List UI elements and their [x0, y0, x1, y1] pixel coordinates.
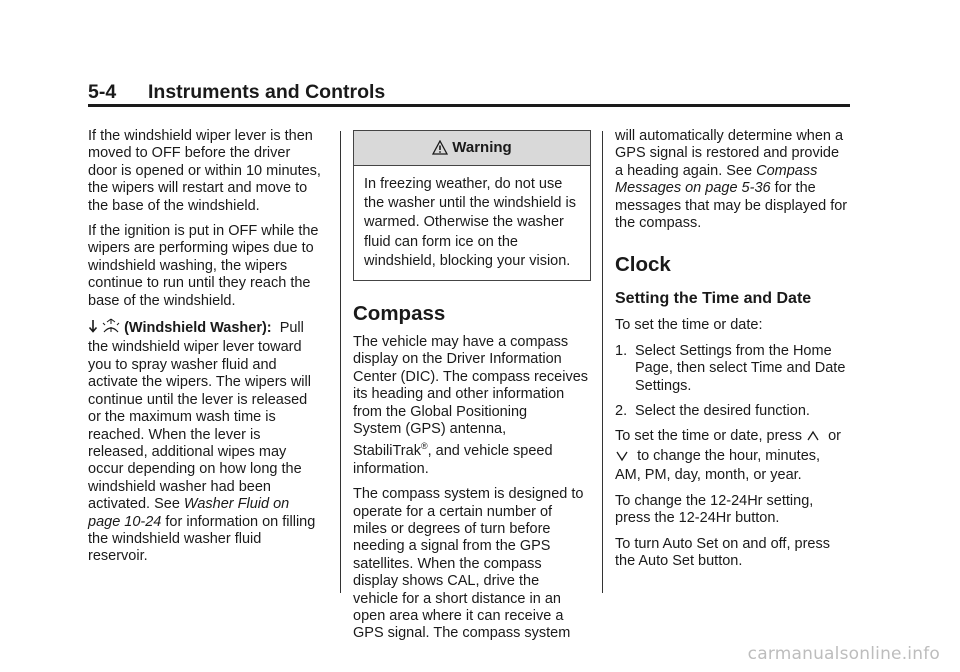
- watermark: carmanualsonline.info: [747, 644, 940, 664]
- text-line: To change the 12-24Hr setting,: [615, 492, 814, 509]
- text-run: or: [828, 428, 841, 445]
- text-line: warmed. Otherwise the washer: [364, 214, 564, 231]
- text-line: satellites. When the compass: [353, 555, 542, 572]
- text-line: wipers are performing wipes due to: [88, 240, 314, 257]
- text-line: vehicle for a short distance in an: [353, 590, 561, 607]
- text-run: to change the hour, minutes,: [637, 447, 821, 464]
- warning-triangle-icon: [432, 139, 452, 156]
- text-line: door is opened or within 10 minutes,: [88, 162, 321, 179]
- text-line: occur depending on how long the: [88, 461, 302, 478]
- text-line: [353, 438, 591, 460]
- list-item: [615, 403, 855, 420]
- paragraph: To set the time or date:: [615, 317, 763, 334]
- section-heading-clock: Clock: [615, 253, 671, 277]
- text-run: , and vehicle speed: [427, 443, 553, 460]
- warning-body: [354, 166, 590, 280]
- text-line: [88, 318, 326, 339]
- text-line: [88, 496, 326, 513]
- text-line: operate for a certain number of: [353, 503, 553, 520]
- text-line: miles or degrees of turn before: [353, 520, 551, 537]
- text-line: Select the desired function.: [635, 403, 810, 420]
- text-line: Center (DIC). The compass receives: [353, 368, 589, 385]
- text-line: AM, PM, day, month, or year.: [615, 467, 802, 484]
- text-line: [615, 163, 855, 180]
- warning-header: [354, 131, 590, 166]
- text-line: reached. When the lever is: [88, 426, 261, 443]
- text-line: If the windshield wiper lever is then: [88, 128, 313, 144]
- text-line: To turn Auto Set on and off, press: [615, 535, 830, 552]
- text-run: To set the time or date, press: [615, 428, 802, 445]
- text-line: the windshield washer fluid: [88, 530, 262, 547]
- text-run: activated. See: [88, 496, 184, 513]
- washer-paragraph: [88, 318, 326, 566]
- text-run: Pull: [279, 320, 304, 337]
- page-number: 5-4: [88, 81, 117, 103]
- list-number: 2.: [615, 403, 628, 420]
- column-left: [88, 128, 326, 574]
- cross-reference-link[interactable]: Washer Fluid on: [183, 496, 290, 513]
- text-line: GPS signal is restored and provide: [615, 145, 840, 162]
- cross-reference-link[interactable]: Messages on page 5-36: [615, 180, 771, 197]
- warning-title: Warning: [452, 139, 512, 156]
- text-line: System (GPS) antenna,: [353, 421, 507, 438]
- text-line: the Auto Set button.: [615, 552, 743, 569]
- text-line: GPS signal. The compass system: [353, 625, 571, 642]
- chevron-down-icon: [615, 450, 629, 467]
- text-line: [615, 448, 855, 467]
- section-title: Instruments and Controls: [148, 81, 386, 103]
- text-line: or the maximum wash time is: [88, 409, 276, 426]
- text-line: activate the wipers. The wipers will: [88, 374, 311, 391]
- text-line: Page, then select Time and Date: [635, 360, 846, 377]
- column-right: [615, 128, 855, 578]
- page-header: [88, 80, 850, 104]
- text-line: The compass system is designed to: [353, 486, 584, 503]
- text-run: for information on filling: [161, 513, 316, 530]
- arrow-down-icon: [88, 319, 98, 339]
- cross-reference-link[interactable]: page 10-24: [88, 513, 162, 530]
- paragraph: [615, 428, 855, 484]
- text-line: information.: [353, 460, 429, 477]
- text-line: moved to OFF before the driver: [88, 145, 291, 162]
- text-line: the base of the windshield.: [88, 197, 260, 214]
- text-line: Select Settings from the Home: [635, 342, 832, 359]
- header-rule: [88, 104, 850, 107]
- section-heading-compass: Compass: [353, 302, 446, 326]
- text-line: continue to run until they reach the: [88, 275, 311, 292]
- column-middle: [353, 128, 591, 651]
- list-item: [615, 343, 855, 395]
- text-line: the compass.: [615, 215, 702, 232]
- paragraph: [88, 223, 326, 310]
- text-line: will automatically determine when a: [615, 128, 844, 144]
- text-line: display on the Driver Information: [353, 351, 562, 368]
- text-line: fluid can form ice on the: [364, 233, 518, 250]
- washer-label: (Windshield Washer):: [124, 320, 272, 337]
- column-divider: [602, 131, 603, 593]
- text-run: a heading again. See: [615, 162, 757, 179]
- text-line: the windshield wiper lever toward: [88, 339, 302, 356]
- chevron-up-icon: [806, 430, 820, 447]
- text-line: [88, 514, 326, 531]
- warning-box: [353, 130, 591, 281]
- text-line: display shows CAL, drive the: [353, 573, 540, 590]
- text-line: The vehicle may have a compass: [353, 334, 569, 351]
- text-line: If the ignition is put in OFF while the: [88, 223, 319, 240]
- list-number: 1.: [615, 342, 628, 359]
- text-line: the wipers will restart and move to: [88, 180, 308, 197]
- cross-reference-link[interactable]: Compass: [756, 162, 818, 179]
- paragraph: [615, 493, 855, 528]
- paragraph: [88, 128, 326, 215]
- text-run: StabiliTrak: [353, 443, 421, 460]
- washer-icon: [102, 318, 120, 339]
- text-line: released, additional wipes may: [88, 443, 287, 460]
- subsection-heading: Setting the Time and Date: [615, 290, 812, 308]
- text-line: reservoir.: [88, 548, 148, 565]
- text-line: continue until the lever is released: [88, 391, 308, 408]
- text-line: you to spray washer fluid and: [88, 356, 277, 373]
- paragraph: [615, 128, 855, 232]
- text-line: its heading and other information: [353, 386, 565, 403]
- paragraph: [353, 486, 591, 643]
- text-line: needing a signal from the GPS: [353, 538, 551, 555]
- text-line: windshield, blocking your vision.: [364, 252, 571, 269]
- text-line: windshield washing, the wipers: [88, 257, 288, 274]
- column-divider: [340, 131, 341, 593]
- paragraph: [615, 536, 855, 571]
- text-line: press the 12-24Hr button.: [615, 510, 780, 527]
- paragraph: [353, 334, 591, 478]
- text-line: from the Global Positioning: [353, 403, 528, 420]
- text-line: open area where it can receive a: [353, 607, 564, 624]
- text-line: windshield washer had been: [88, 478, 271, 495]
- registered-mark: ®: [420, 441, 428, 452]
- text-line: base of the windshield.: [88, 292, 236, 309]
- text-line: messages that may be displayed for: [615, 197, 848, 214]
- text-line: [615, 180, 855, 197]
- text-line: the washer until the windshield is: [364, 195, 576, 212]
- text-line: Settings.: [635, 377, 692, 394]
- text-run: for the: [770, 180, 816, 197]
- text-line: In freezing weather, do not use: [364, 176, 563, 192]
- text-line: [615, 428, 855, 447]
